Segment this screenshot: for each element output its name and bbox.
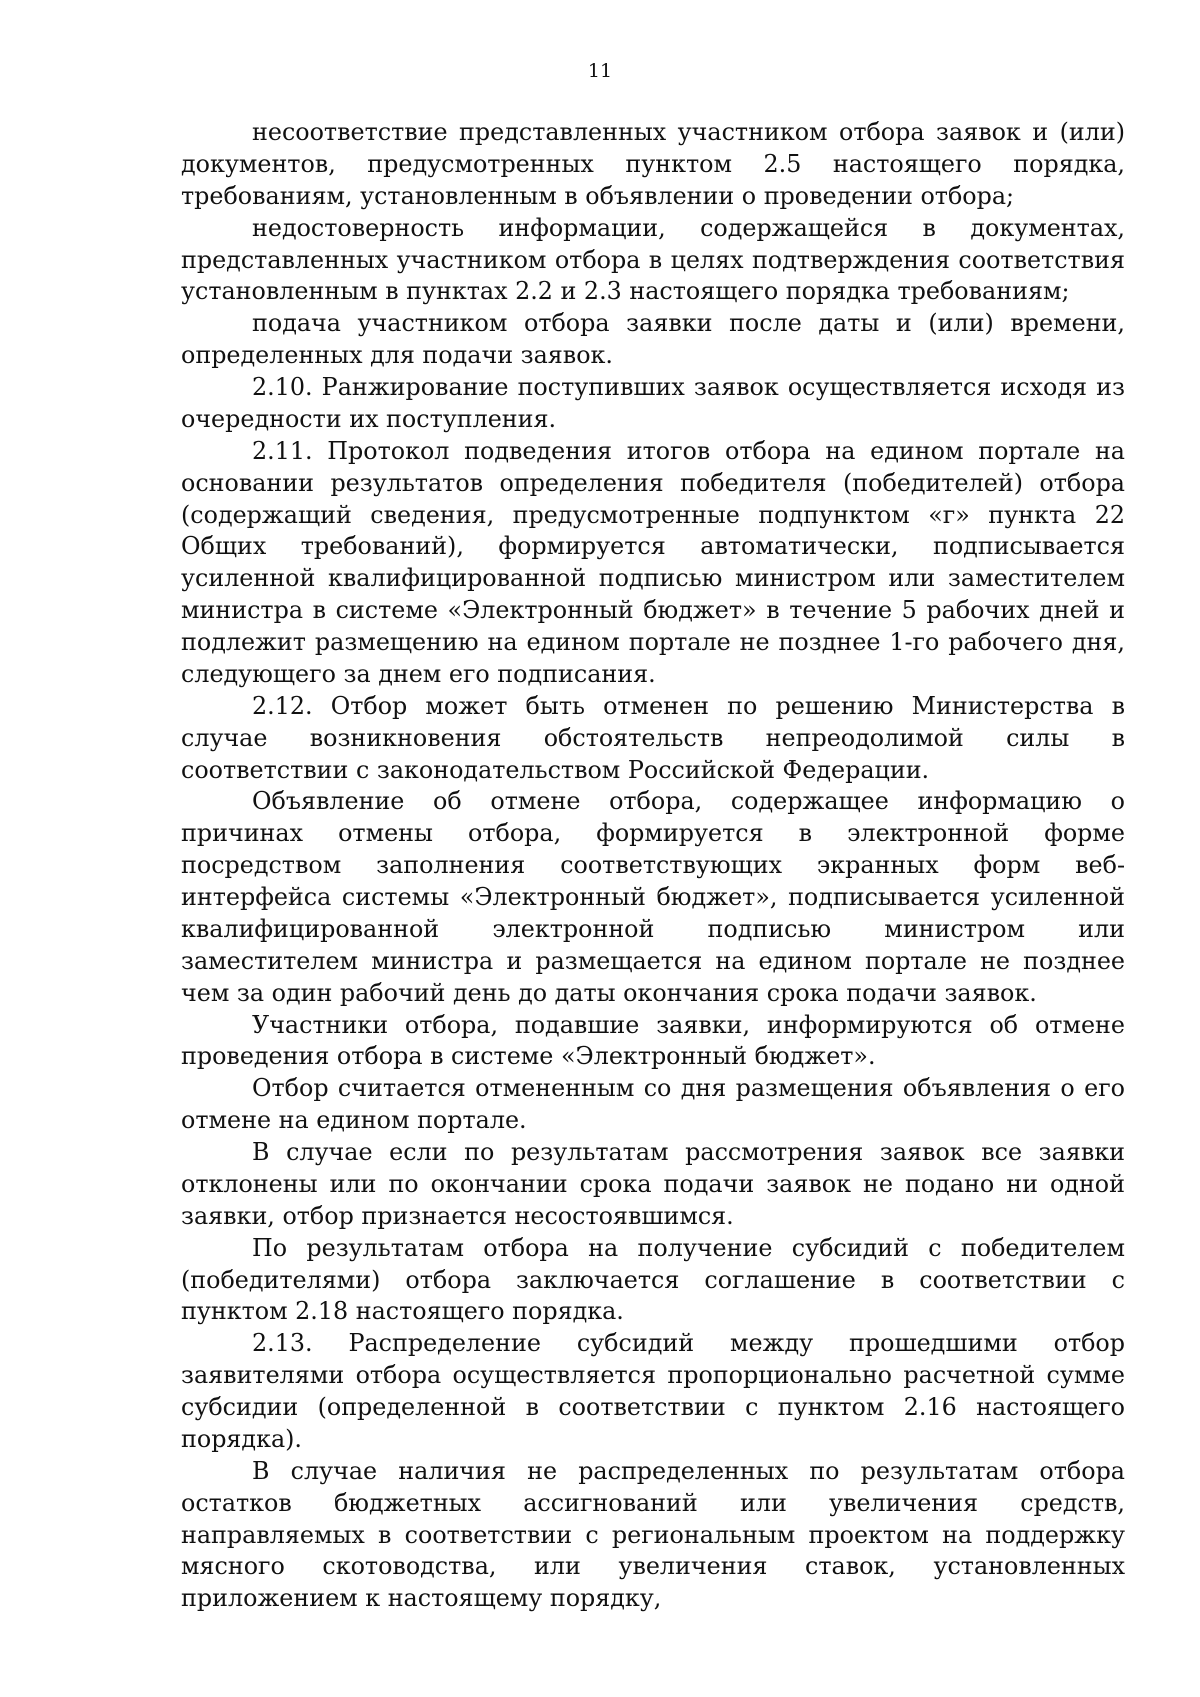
paragraph-participants-informed: Участники отбора, подавшие заявки, информируются об отмене проведения отбора в системе «Электронный бюджет». — [181, 1010, 1125, 1071]
paragraph-remaining-allocations: В случае наличия не распределенных по результатам отбора остатков бюджетных ассигнований или увеличения средств, направляемых в соответствии с региональным проектом на поддержку мясного скотоводства, или увеличения ставок, установленных приложением к настоящему порядку, — [181, 1456, 1125, 1613]
paragraph-cancellation-effective: Отбор считается отмененным со дня размещения объявления о его отмене на едином портале. — [181, 1074, 1125, 1135]
paragraph-rejection-unreliable-info: недостоверность информации, содержащейся в документах, представленных участником отбора в целях подтверждения соответствия установленным в пунктах 2.2 и 2.3 настоящего порядка требованиям; — [181, 213, 1125, 306]
paragraph-cancellation-announcement: Объявление об отмене отбора, содержащее информацию о причинах отмены отбора, формируется в электронной форме посредством заполнения соответствующих экранных форм веб-интерфейса системы «Электронный бюджет», подписывается усиленной квалифицированной электронной подписью министром или заместителем министра и размещается на едином портале не позднее чем за один рабочий день до даты окончания срока подачи заявок. — [181, 787, 1125, 1007]
paragraph-2-13-distribution: 2.13. Распределение субсидий между прошедшими отбор заявителями отбора осуществляется пропорционально расчетной сумме субсидии (определенной в соответствии с пунктом 2.16 настоящего порядка). — [181, 1329, 1125, 1453]
paragraph-rejection-late-submission: подача участником отбора заявки после даты и (или) времени, определенных для подачи заявок. — [181, 309, 1125, 370]
page-number: 11 — [587, 60, 613, 82]
paragraph-2-10-ranking: 2.10. Ранжирование поступивших заявок осуществляется исходя из очередности их поступления. — [181, 373, 1125, 433]
paragraph-rejection-mismatch: несоответствие представленных участником отбора заявок и (или) документов, предусмотренных пунктом 2.5 настоящего порядка, требованиям, установленным в объявлении о проведении отбора; — [181, 118, 1125, 210]
paragraph-2-12-cancellation: 2.12. Отбор может быть отменен по решению Министерства в случае возникновения обстоятельств непреодолимой силы в соответствии с законодательством Российской Федерации. — [181, 691, 1125, 784]
paragraph-selection-failed: В случае если по результатам рассмотрения заявок все заявки отклонены или по окончании срока подачи заявок не подано ни одной заявки, отбор признается несостоявшимся. — [181, 1138, 1125, 1230]
document-body — [181, 117, 1125, 1615]
paragraph-agreement: По результатам отбора на получение субсидий с победителем (победителями) отбора заключается соглашение в соответствии с пунктом 2.18 настоящего порядка. — [181, 1233, 1125, 1326]
paragraph-2-11-protocol: 2.11. Протокол подведения итогов отбора на едином портале на основании результатов определения победителя (победителей) отбора (содержащий сведения, предусмотренные подпунктом «г» пункта 22 Общих требований), формируется автоматически, подписывается усиленной квалифицированной подписью министром или заместителем министра в системе «Электронный бюджет» в течение 5 рабочих дней и подлежит размещению на едином портале не позднее 1-го рабочего дня, следующего за днем его подписания. — [181, 436, 1125, 688]
